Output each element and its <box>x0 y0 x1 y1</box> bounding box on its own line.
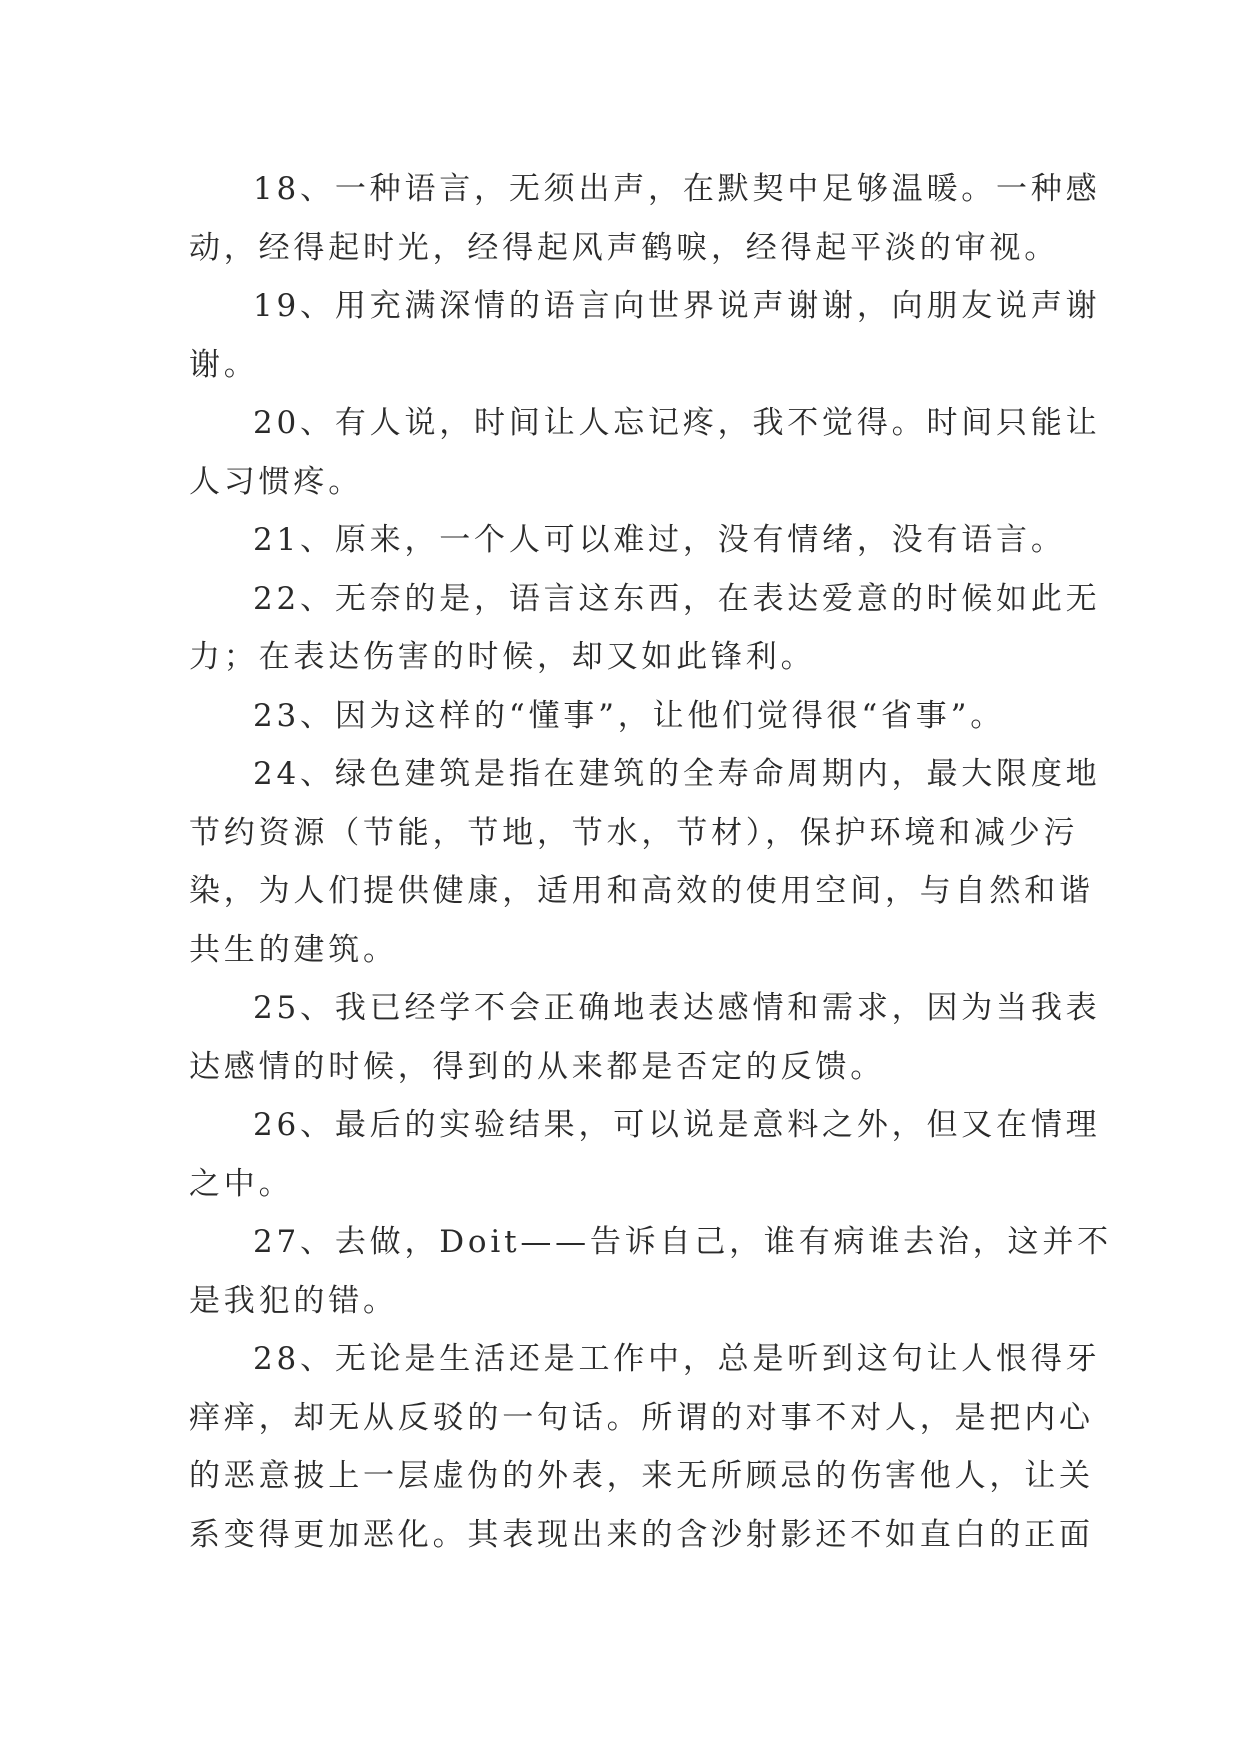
paragraph-line: 的恶意披上一层虚伪的外表，来无所顾忌的伤害他人，让关 <box>189 1458 1094 1494</box>
paragraph-line: 谢。 <box>189 346 259 383</box>
paragraph-21 <box>189 511 1066 570</box>
paragraph-line: 28、无论是生活还是工作中，总是听到这句让人恨得牙 <box>253 1341 1101 1377</box>
paragraph-line: 力；在表达伤害的时候，却又如此锋利。 <box>189 639 816 675</box>
paragraph-22 <box>189 570 1101 687</box>
paragraph-27 <box>189 1213 1112 1330</box>
paragraph-line: 染，为人们提供健康，适用和高效的使用空间，与自然和谐 <box>189 873 1094 909</box>
paragraph-line: 痒痒，却无从反驳的一句话。所谓的对事不对人，是把内心 <box>189 1399 1094 1436</box>
paragraph-line: 20、有人说，时间让人忘记疼，我不觉得。时间只能让 <box>253 405 1101 441</box>
paragraph-line: 是我犯的错。 <box>189 1282 398 1319</box>
paragraph-25 <box>189 979 1101 1096</box>
paragraph-line: 之中。 <box>189 1165 294 1202</box>
paragraph-20 <box>189 394 1101 511</box>
paragraph-28 <box>189 1330 1101 1564</box>
paragraph-line: 24、绿色建筑是指在建筑的全寿命周期内，最大限度地 <box>253 756 1101 792</box>
paragraph-line: 节约资源（节能，节地，节水，节材），保护环境和减少污 <box>189 814 1079 851</box>
paragraph-line: 21、原来，一个人可以难过，没有情绪，没有语言。 <box>253 522 1066 558</box>
paragraph-26 <box>189 1096 1101 1213</box>
paragraph-18 <box>189 160 1101 277</box>
paragraph-24 <box>189 745 1101 979</box>
paragraph-line: 23、因为这样的“懂事”，让他们觉得很“省事”。 <box>253 697 1006 734</box>
paragraph-line: 系变得更加恶化。其表现出来的含沙射影还不如直白的正面 <box>189 1516 1094 1553</box>
paragraph-23 <box>189 687 1049 746</box>
paragraph-line: 22、无奈的是，语言这东西，在表达爱意的时候如此无 <box>253 580 1101 617</box>
paragraph-line: 18、一种语言，无须出声，在默契中足够温暖。一种感 <box>253 171 1101 207</box>
paragraph-line: 达感情的时候，得到的从来都是否定的反馈。 <box>189 1048 885 1085</box>
document-body <box>189 160 1112 1564</box>
paragraph-line: 人习惯疼。 <box>189 463 363 500</box>
paragraph-19 <box>189 277 1101 394</box>
paragraph-line: 26、最后的实验结果，可以说是意料之外，但又在情理 <box>253 1107 1101 1143</box>
paragraph-line: 19、用充满深情的语言向世界说声谢谢，向朋友说声谢 <box>253 288 1101 324</box>
paragraph-line: 25、我已经学不会正确地表达感情和需求，因为当我表 <box>253 990 1101 1026</box>
paragraph-line: 27、去做，Doit——告诉自己，谁有病谁去治，这并不 <box>253 1224 1112 1260</box>
paragraph-line: 动，经得起时光，经得起风声鹤唳，经得起平淡的审视。 <box>189 229 1059 266</box>
paragraph-line: 共生的建筑。 <box>189 931 398 968</box>
